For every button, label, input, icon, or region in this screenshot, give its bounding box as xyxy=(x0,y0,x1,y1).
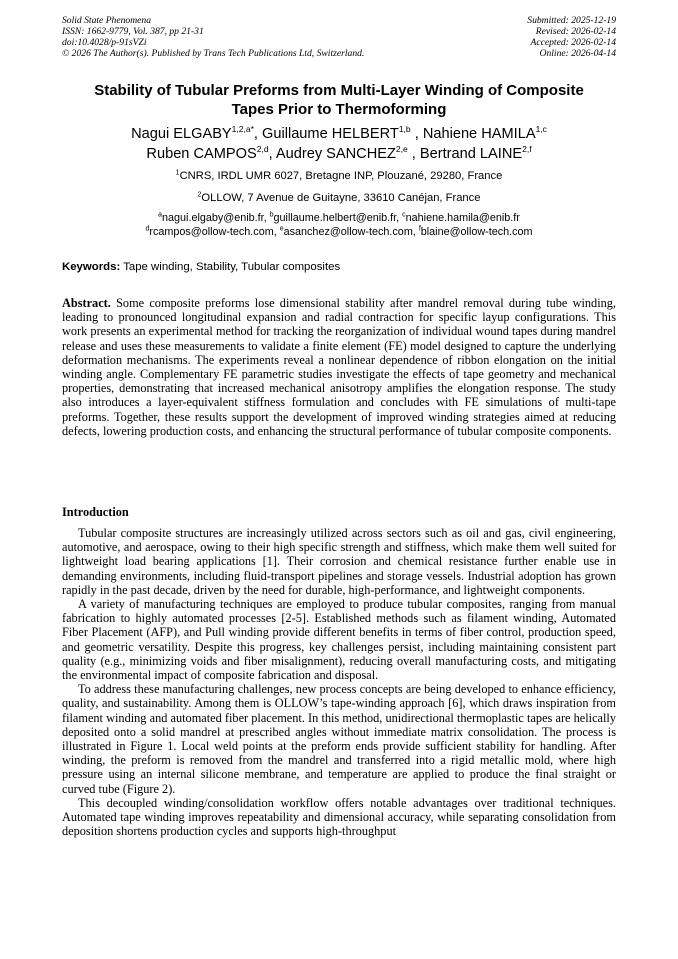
email-sup: d xyxy=(145,225,150,233)
email-address[interactable]: blaine@ollow-tech.com xyxy=(420,226,533,238)
paragraph: This decoupled winding/consolidation workflow offers notable advantages over traditional techniques. Automated tape winding improves repeatability and dimensional accuracy, while separating consolidation from deposition shortens production cycles and supports high-throughput xyxy=(62,795,616,839)
author-separator: , xyxy=(253,126,262,142)
email-sup: b xyxy=(269,211,274,219)
paragraph: Tubular composite structures are increasingly utilized across sectors such as oil and gas, civil engineering, automotive, and aerospace, owing to their high specific strength and stiffness, which make them well suited for lightweight load bearing applications [1]. Their corrosion and chemical resistance further enable use in demanding environments, including fluid-transport pipelines and storage vessels. Industrial adoption has grown rapidly in the past decade, driven by the need for durable, high-performance, and lightweight components. xyxy=(62,526,616,597)
email-sup: c xyxy=(402,211,406,219)
author-affil-sup: 2,d xyxy=(256,144,269,155)
title-line: Stability of Tubular Preforms from Multi-Layer Winding of Composite xyxy=(94,82,584,99)
email-line xyxy=(62,225,616,239)
accepted-date: Accepted: 2026-02-14 xyxy=(530,37,616,48)
section-heading-introduction: Introduction xyxy=(62,505,129,519)
affiliation-text: CNRS, IRDL UMR 6027, Bretagne INP, Plouzané, 29280, France xyxy=(179,170,503,182)
doi[interactable]: doi:10.4028/p-91sVZi xyxy=(62,37,147,48)
email-line xyxy=(62,211,616,225)
submitted-date: Submitted: 2025-12-19 xyxy=(527,15,616,26)
author-line xyxy=(62,144,616,164)
author-list xyxy=(62,124,616,164)
introduction-body xyxy=(62,526,616,838)
author-name: Nagui ELGABY xyxy=(131,126,232,142)
author-separator: , xyxy=(407,146,420,162)
paragraph: A variety of manufacturing techniques are employed to produce tubular composites, ranging from manual fabrication to highly automated processes [2-5]. Established methods such as filament winding, Automated Fiber Placement (AFP), and Pull winding provide different benefits in terms of fiber control, production speed, and geometric versatility. Despite this progress, key challenges persist, including maintaining consistent part quality (e.g., minimizing voids and fiber misalignment), reducing overall manufacturing costs, and mitigating the environmental impact of composite fabrication and disposal. xyxy=(62,597,616,683)
revised-date: Revised: 2026-02-14 xyxy=(535,26,616,37)
journal-header xyxy=(62,15,616,59)
abstract-label: Abstract. xyxy=(62,296,111,310)
journal-name: Solid State Phenomena xyxy=(62,15,151,26)
author-emails xyxy=(62,211,616,239)
affiliation-sup: 2 xyxy=(197,191,202,199)
keywords-text: Tape winding, Stability, Tubular composites xyxy=(120,261,341,273)
author-separator: , xyxy=(410,126,423,142)
author-affil-sup: 2,f xyxy=(522,144,532,155)
author-separator: , xyxy=(268,146,276,162)
email-sup: f xyxy=(418,225,421,233)
affiliation-sup: 1 xyxy=(175,169,180,177)
author-affil-sup: 1,b xyxy=(398,124,411,135)
author-line xyxy=(62,124,616,144)
email-sup: a xyxy=(158,211,163,219)
affiliation-1 xyxy=(62,169,616,183)
email-address[interactable]: nagui.elgaby@enib.fr, xyxy=(162,212,270,224)
author-name: Bertrand LAINE xyxy=(419,146,523,162)
email-address[interactable]: rcampos@ollow-tech.com, xyxy=(149,226,280,238)
email-address[interactable]: asanchez@ollow-tech.com, xyxy=(283,226,419,238)
author-affil-sup: 2,e xyxy=(395,144,408,155)
author-name: Nahiene HAMILA xyxy=(422,126,536,142)
author-name: Ruben CAMPOS xyxy=(146,146,257,162)
affiliation-text: OLLOW, 7 Avenue de Guitayne, 33610 Canéjan, France xyxy=(201,192,481,204)
author-affil-sup: 1,2,a* xyxy=(231,124,254,135)
author-affil-sup: 1,c xyxy=(535,124,547,135)
email-address[interactable]: nahiene.hamila@enib.fr xyxy=(405,212,520,224)
paragraph: To address these manufacturing challenges, new process concepts are being developed to enhance efficiency, quality, and sustainability. Among them is OLLOW’s tape-winding approach [6], which draws inspiration from filament winding and automated fiber placement. In this method, unidirectional thermoplastic tapes are helically deposited onto a solid mandrel at prescribed angles without immediate matrix consolidation. The process is illustrated in Figure 1. Local weld points at the preform ends provide sufficient stability for handling. After winding, the preform is removed from the mandrel and transferred into a rigid metallic mold, where high pressure using an internal silicone membrane, and temperature are applied to produce the final straight or curved tube (Figure 2). xyxy=(62,682,616,796)
copyright: © 2026 The Author(s). Published by Trans Tech Publications Ltd, Switzerland. xyxy=(62,48,365,59)
paper-title xyxy=(62,81,616,119)
issn-volume: ISSN: 1662-9779, Vol. 387, pp 21-31 xyxy=(62,26,204,37)
email-address[interactable]: guillaume.helbert@enib.fr, xyxy=(273,212,403,224)
title-line: Tapes Prior to Thermoforming xyxy=(231,101,447,118)
email-sup: e xyxy=(279,225,284,233)
online-date: Online: 2026-04-14 xyxy=(539,48,616,59)
affiliation-2 xyxy=(62,191,616,205)
author-name: Guillaume HELBERT xyxy=(262,126,399,142)
author-name: Audrey SANCHEZ xyxy=(275,146,396,162)
keywords-label: Keywords: xyxy=(62,261,121,273)
keywords xyxy=(62,260,616,274)
abstract xyxy=(62,296,616,438)
abstract-text: Some composite preforms lose dimensional stability after mandrel removal during tube winding, leading to pronounced longitudinal expansion and radial contraction for specific layup configurations. This work presents an experimental method for tracking the reorganization of individual wound tapes during mandrel release and uses these measurements to validate a finite element (FE) model designed to capture the underlying deformation mechanisms. The experiments reveal a nonlinear dependence of ribbon elongation on the initial winding angle. Complementary FE parametric studies investigate the effects of tape geometry and mechanical properties, demonstrating that increased mechanical anisotropy amplifies the elongation response. The study also introduces a layer-equivalent stiffness formulation and concludes with FE simulations of multi-tape preforms. Together, these results support the development of improved winding strategies aimed at reducing defects, lowering production costs, and enhancing the structural performance of tubular composite components. xyxy=(62,296,616,438)
